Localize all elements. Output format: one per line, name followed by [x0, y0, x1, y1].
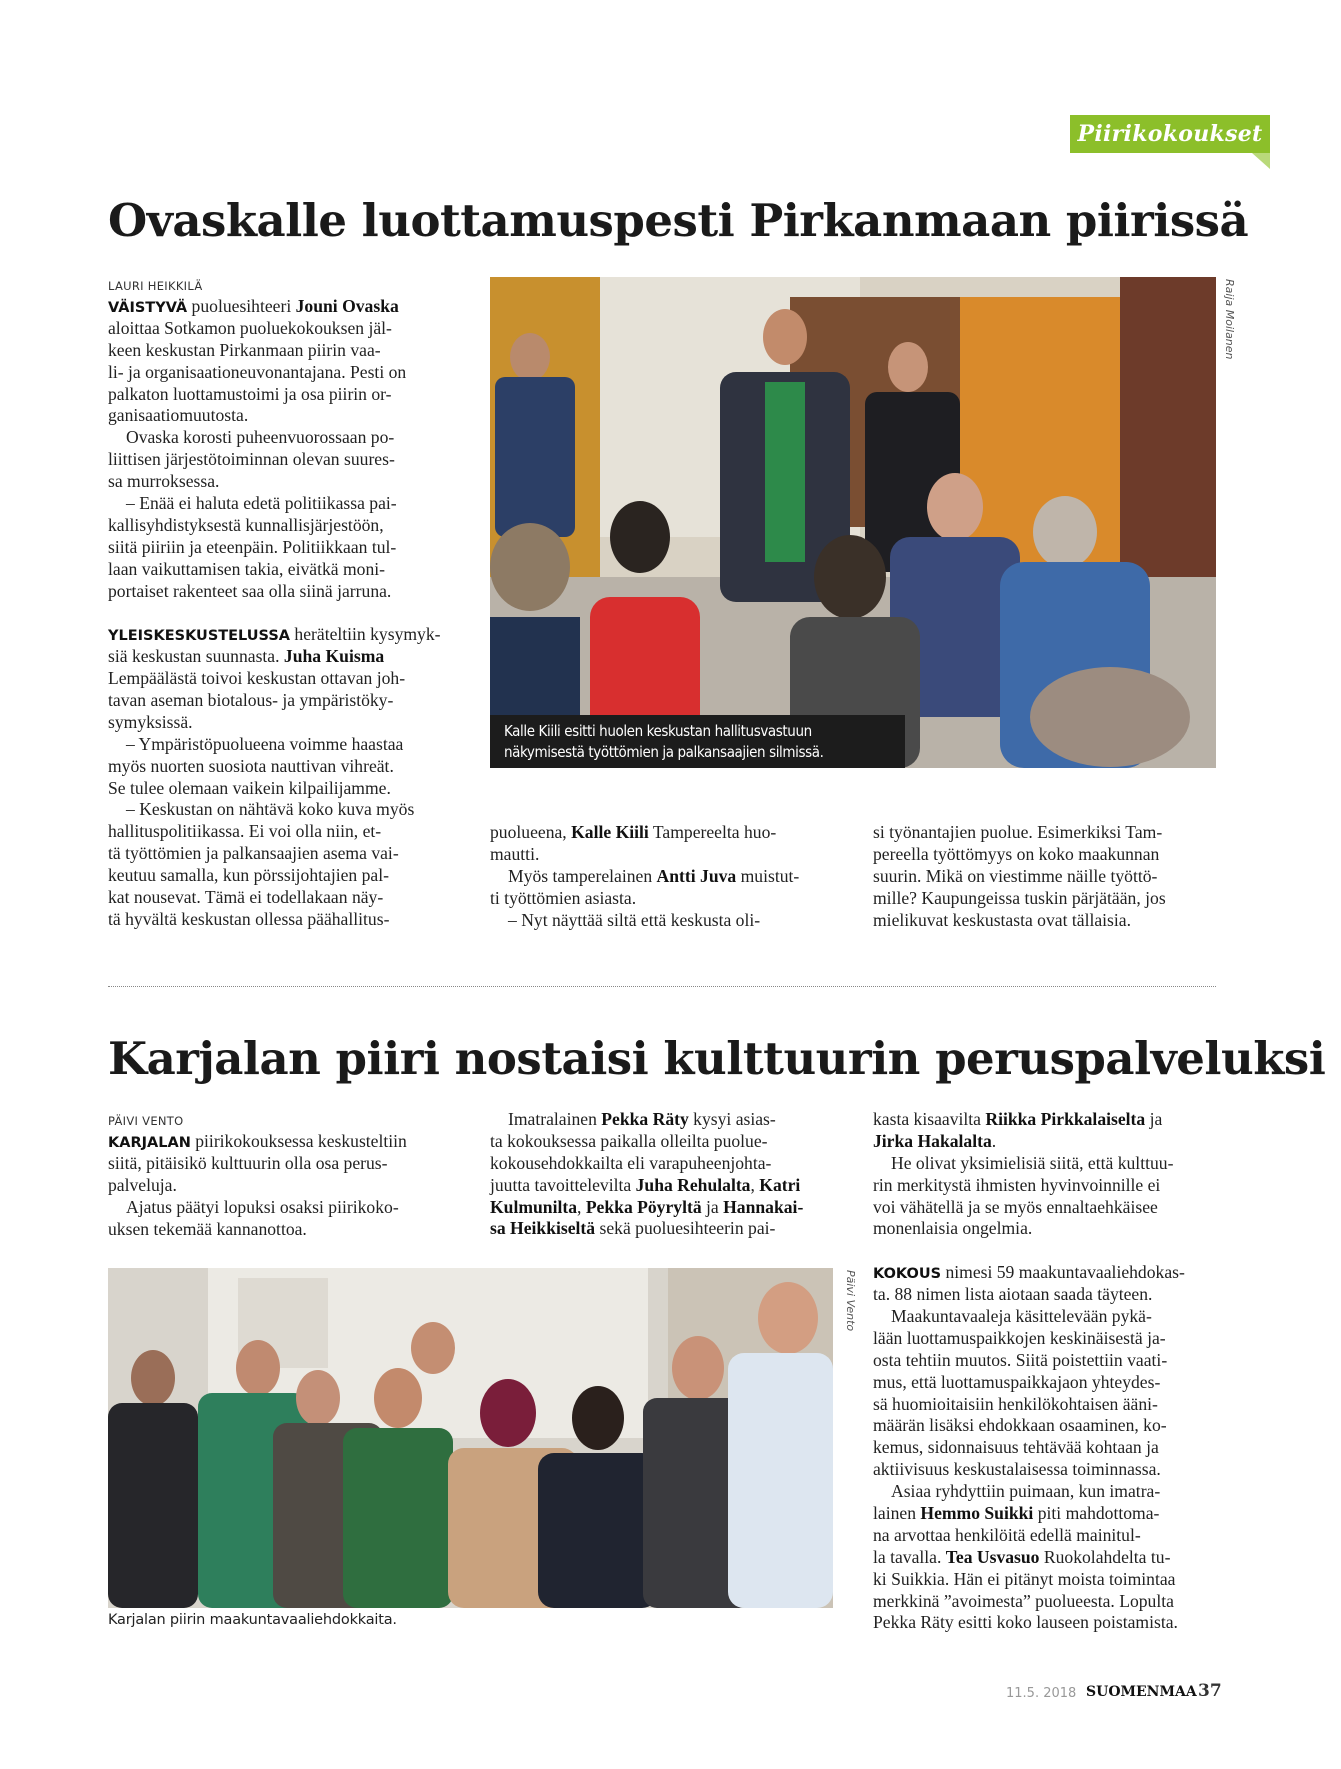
text-line — [108, 493, 453, 515]
text-line — [108, 537, 453, 559]
text-run: aktiivisuus keskustalaisessa toiminnassa. — [873, 1459, 1161, 1480]
text-run: kokousehdokkailta eli varapuheenjohta- — [490, 1152, 772, 1173]
text-line — [873, 1350, 1218, 1372]
text-run: ja — [701, 1196, 724, 1217]
text-run: kysyi asias- — [688, 1109, 776, 1129]
text-run: kasta kisaavilta — [873, 1109, 986, 1129]
text-run: ki Suikkia. Hän ei pitänyt moista toimintaa — [873, 1568, 1176, 1589]
text-run: siitä piiriin ja eteenpäin. Politiikkaan tul- — [108, 536, 397, 557]
text-line — [108, 1175, 453, 1197]
text-run: muistut- — [736, 865, 800, 886]
text-run: portaiset rakenteet saa olla siinä jarruna. — [108, 580, 392, 601]
text-line — [108, 318, 453, 340]
text-line — [873, 1109, 1218, 1131]
text-line — [490, 1109, 835, 1131]
text-line — [108, 821, 453, 843]
text-run: sä huomioitaisiin henkilökohtaisen ääni- — [873, 1393, 1158, 1414]
person-name: Pekka Räty — [601, 1109, 689, 1129]
text-run: na arvottaa henkilöitä edellä mainitul- — [873, 1524, 1141, 1545]
text-line — [490, 844, 835, 866]
text-line — [108, 384, 453, 406]
article2-column-3 — [873, 1109, 1218, 1634]
text-run: – Ympäristöpuolueena voimme haastaa — [126, 733, 404, 754]
paragraph — [873, 1109, 1218, 1153]
text-run: monenlaisia ongelmia. — [873, 1218, 1033, 1239]
text-line — [108, 646, 453, 668]
text-line — [873, 822, 1218, 844]
text-line — [490, 822, 835, 844]
paragraph — [108, 296, 453, 427]
paragraph — [108, 734, 453, 800]
article1-photo-credit: Raija Moilanen — [1223, 279, 1236, 360]
article2-photo-caption: Karjalan piirin maakuntavaaliehdokkaita. — [108, 1612, 397, 1628]
text-run: laan vaikuttamisen takia, eivätkä moni- — [108, 558, 386, 579]
text-line — [873, 1372, 1218, 1394]
text-run: rin merkitystä ihmisten hyvinvoinnille ei — [873, 1174, 1161, 1195]
text-run: Pekka Räty esitti koko lauseen poistamista. — [873, 1612, 1178, 1633]
text-line — [108, 778, 453, 800]
text-line — [873, 1547, 1218, 1569]
text-run: Se tulee olemaan vaikein kilpailijamme. — [108, 777, 391, 798]
text-line — [490, 866, 835, 888]
text-line — [108, 1131, 453, 1153]
text-run: ja — [1145, 1109, 1163, 1129]
paragraph — [873, 1481, 1218, 1634]
text-run: mille? Kaupungeissa tuskin pärjätään, jos — [873, 887, 1166, 908]
text-line — [108, 296, 453, 318]
text-line — [108, 1219, 453, 1241]
text-line — [108, 471, 453, 493]
person-name: Antti Juva — [656, 865, 737, 886]
paragraph — [108, 427, 453, 493]
text-line — [873, 1262, 1218, 1284]
text-run: kat nousevat. Tämä ei todellakaan näy- — [108, 887, 384, 908]
paragraph-gap — [108, 602, 453, 624]
text-line — [873, 1218, 1218, 1240]
person-name: Hannakai- — [723, 1196, 804, 1217]
text-run: Tampereelta huo- — [648, 822, 777, 842]
paragraph — [490, 1109, 835, 1240]
article1-column-2 — [490, 822, 835, 931]
text-line — [108, 405, 453, 427]
text-run: – Enää ei haluta edetä politiikassa pai- — [126, 493, 397, 514]
text-run: liittisen järjestötoiminnan olevan suures- — [108, 449, 395, 470]
text-line — [873, 1328, 1218, 1350]
person-name: Hemmo Suikki — [920, 1503, 1034, 1524]
text-run: tavan aseman biotalous- ja ympäristöky- — [108, 690, 394, 711]
text-run: siitä, pitäisikö kulttuurin olla osa perus- — [108, 1152, 388, 1173]
meeting-photo-image — [490, 277, 1216, 768]
paragraph — [108, 624, 453, 733]
paragraph — [108, 799, 453, 930]
text-run: li- ja organisaationeuvonantajana. Pesti on — [108, 361, 407, 382]
text-run: mautti. — [490, 843, 540, 864]
text-run: Ovaska korosti puheenvuorossaan po- — [126, 427, 395, 448]
person-name: Kulmunilta — [490, 1196, 578, 1217]
footer-page-number: 37 — [1198, 1681, 1222, 1701]
text-run: la tavalla. — [873, 1546, 946, 1567]
text-run: hallituspolitiikassa. Ei voi olla niin, et- — [108, 821, 382, 842]
text-run: , — [577, 1196, 586, 1217]
text-line — [873, 1284, 1218, 1306]
text-line — [108, 843, 453, 865]
text-run: määrän lisäksi ehdokkaan osaaminen, ko- — [873, 1415, 1167, 1436]
article-divider — [108, 986, 1216, 987]
paragraph — [490, 866, 835, 910]
person-name: Kalle Kiili — [571, 822, 649, 842]
text-run: palveluja. — [108, 1174, 177, 1195]
text-line — [873, 1153, 1218, 1175]
text-run: kemus, sidonnaisuus tehtävää kohtaan ja — [873, 1437, 1159, 1458]
text-run: puolueena, — [490, 822, 572, 842]
text-line — [108, 340, 453, 362]
text-run: Lempäälästä toivoi keskustan ottavan joh- — [108, 668, 406, 689]
text-line — [873, 844, 1218, 866]
text-line — [108, 449, 453, 471]
text-line — [108, 362, 453, 384]
text-line — [108, 1153, 453, 1175]
text-line — [108, 799, 453, 821]
article1-column-1 — [108, 296, 453, 931]
article1-photo-caption — [490, 715, 905, 768]
text-line — [873, 866, 1218, 888]
article2-column-1 — [108, 1131, 453, 1240]
lead-in: YLEISKESKUSTELUSSA — [108, 628, 291, 645]
text-run: He olivat yksimielisiä siitä, että kulttuu- — [891, 1152, 1174, 1173]
lead-in: KARJALAN — [108, 1135, 191, 1151]
text-run: sa murroksessa. — [108, 471, 220, 492]
person-name: Jouni Ovaska — [295, 296, 399, 316]
text-line — [873, 910, 1218, 932]
paragraph — [490, 910, 835, 932]
article1-photo — [490, 277, 1216, 768]
text-run: mielikuvat keskustasta ovat tällaisia. — [873, 909, 1131, 930]
text-line — [108, 865, 453, 887]
text-run: lään luottamuspaikkojen keskinäisestä ja- — [873, 1327, 1166, 1348]
text-run: Ruokolahdelta tu- — [1039, 1546, 1171, 1567]
article1-column-3 — [873, 822, 1218, 931]
text-line — [490, 1131, 835, 1153]
footer-date: 11.5. 2018 — [1006, 1686, 1077, 1701]
text-run: – Nyt näyttää siltä että keskusta oli- — [508, 909, 761, 930]
text-run: symyksissä. — [108, 711, 193, 732]
text-run: ta kokouksessa paikalla olleilta puolue- — [490, 1130, 768, 1151]
text-line — [873, 1591, 1218, 1613]
text-line — [108, 734, 453, 756]
text-run: nimesi 59 maakuntavaaliehdokas- — [941, 1262, 1185, 1283]
text-run: . — [991, 1130, 997, 1151]
text-run: voi vähätellä ja se myös ennaltaehkäisee — [873, 1196, 1158, 1217]
text-line — [108, 515, 453, 537]
text-line — [873, 1503, 1218, 1525]
text-run: Imatralainen — [508, 1109, 602, 1129]
text-line — [873, 888, 1218, 910]
person-name: Juha Kuisma — [283, 646, 385, 667]
text-line — [873, 1394, 1218, 1416]
text-line — [108, 887, 453, 909]
text-run: pereella työttömyys on koko maakunnan — [873, 843, 1160, 864]
text-run: , — [750, 1174, 760, 1195]
paragraph — [490, 822, 835, 866]
footer-publication: SUOMENMAA — [1086, 1684, 1197, 1700]
section-tag-tail — [1252, 153, 1270, 169]
text-run: Asiaa ryhdyttiin puimaan, kun imatra- — [891, 1481, 1161, 1502]
text-run: merkkinä ”avoimesta” puolueesta. Lopulta — [873, 1590, 1174, 1611]
person-name: Riikka Pirkkalaiselta — [985, 1109, 1146, 1129]
text-run: – Keskustan on nähtävä koko kuva myös — [126, 799, 415, 820]
article1-byline: LAURI HEIKKILÄ — [108, 279, 203, 293]
text-line — [108, 909, 453, 931]
text-run: tä työttömien ja palkansaajien asema vai- — [108, 843, 399, 864]
caption-line: Kalle Kiili esitti huolen keskustan hallitusvastuun — [504, 722, 812, 740]
text-run: suurin. Mikä on viestimme näille työttö- — [873, 865, 1158, 886]
section-tag: Piirikokoukset — [1070, 115, 1270, 153]
text-line — [873, 1612, 1218, 1634]
text-line — [490, 888, 835, 910]
text-run: Myös tamperelainen — [508, 865, 657, 886]
text-line — [108, 756, 453, 778]
person-name: Pekka Pöyryltä — [585, 1196, 702, 1217]
paragraph — [108, 1197, 453, 1241]
text-line — [873, 1175, 1218, 1197]
text-line — [490, 1153, 835, 1175]
text-run: osta tehtiin muutos. Siitä poistettiin vaati- — [873, 1349, 1168, 1370]
article2-photo-credit: Päivi Vento — [844, 1270, 857, 1332]
text-line — [873, 1197, 1218, 1219]
text-line — [873, 1459, 1218, 1481]
person-name: Katri — [759, 1174, 801, 1195]
text-run: ta. 88 nimen lista aiotaan saada täyteen. — [873, 1284, 1153, 1305]
text-line — [490, 1197, 835, 1219]
text-line — [108, 559, 453, 581]
text-run: ganisaatiomuutosta. — [108, 405, 249, 426]
text-run: tä hyvältä keskustan ollessa päähallitus- — [108, 908, 390, 929]
text-run: piirikokouksessa keskusteltiin — [190, 1131, 407, 1151]
person-name: Jirka Hakalalta — [873, 1130, 992, 1151]
text-run: keutuu samalla, kun pörssijohtajien pal- — [108, 865, 389, 886]
text-line — [873, 1525, 1218, 1547]
caption-line: näkymisestä työttömien ja palkansaajien silmissä. — [504, 743, 824, 761]
lead-in: KOKOUS — [873, 1266, 942, 1283]
paragraph — [873, 1306, 1218, 1481]
text-run: lainen — [873, 1503, 921, 1524]
paragraph — [873, 1262, 1218, 1306]
candidates-photo-image — [108, 1268, 833, 1608]
text-line — [490, 1218, 835, 1240]
lead-in: VÄISTYVÄ — [108, 300, 188, 316]
article2-photo — [108, 1268, 833, 1608]
text-run: myös nuorten suosiota nauttivan vihreät. — [108, 755, 394, 776]
text-run: keen keskustan Pirkanmaan piirin vaa- — [108, 339, 381, 360]
text-line — [108, 668, 453, 690]
article2-column-2 — [490, 1109, 835, 1240]
person-name: sa Heikkiseltä — [490, 1218, 596, 1239]
paragraph — [108, 493, 453, 602]
paragraph — [108, 1131, 453, 1197]
text-line — [490, 910, 835, 932]
text-run: juutta tavoittelevilta — [490, 1174, 636, 1195]
person-name: Tea Usvasuo — [945, 1546, 1040, 1567]
text-run: ti työttömien asiasta. — [490, 887, 637, 908]
paragraph — [873, 822, 1218, 931]
text-line — [108, 1197, 453, 1219]
text-line — [108, 427, 453, 449]
text-run: piti mahdottoma- — [1033, 1503, 1160, 1524]
text-run: sekä puoluesihteerin pai- — [595, 1218, 776, 1239]
text-line — [108, 581, 453, 603]
text-run: Ajatus päätyi lopuksi osaksi piirikoko- — [126, 1196, 399, 1217]
text-line — [873, 1415, 1218, 1437]
article2-title: Karjalan piiri nostaisi kulttuurin peruspalveluksi — [108, 1032, 1326, 1085]
text-line — [873, 1131, 1218, 1153]
text-run: uksen tekemää kannanottoa. — [108, 1218, 307, 1239]
text-line — [108, 712, 453, 734]
text-run: palkaton luottamustoimi ja osa piirin or- — [108, 383, 392, 404]
paragraph-gap — [873, 1240, 1218, 1262]
text-run: siä keskustan suunnasta. — [108, 646, 284, 667]
article2-byline: PÄIVI VENTO — [108, 1114, 184, 1128]
text-line — [108, 690, 453, 712]
text-line — [873, 1569, 1218, 1591]
text-line — [108, 624, 453, 646]
text-run: Maakuntavaaleja käsittelevään pykä- — [891, 1306, 1152, 1327]
paragraph — [873, 1153, 1218, 1241]
text-run: aloittaa Sotkamon puoluekokouksen jäl- — [108, 317, 392, 338]
text-line — [873, 1437, 1218, 1459]
text-run: kallisyhdistyksestä kunnallisjärjestöön, — [108, 514, 384, 535]
person-name: Juha Rehulalta — [635, 1174, 751, 1195]
article1-title: Ovaskalle luottamuspesti Pirkanmaan piirissä — [108, 194, 1249, 247]
text-line — [873, 1306, 1218, 1328]
text-run: puoluesihteeri — [187, 296, 296, 316]
text-run: si työnantajien puolue. Esimerkiksi Tam- — [873, 822, 1163, 842]
text-line — [490, 1175, 835, 1197]
text-run: mus, että luottamuspaikkajaon yhteydes- — [873, 1371, 1161, 1392]
text-line — [873, 1481, 1218, 1503]
text-run: heräteltiin kysymyk- — [290, 624, 441, 645]
